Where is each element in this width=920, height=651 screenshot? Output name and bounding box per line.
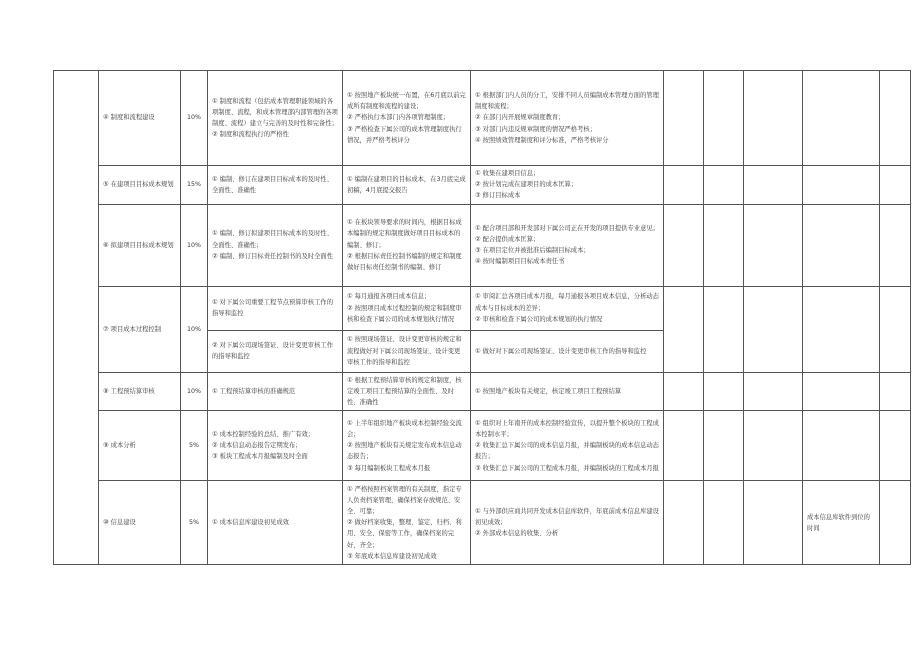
remark-cell [803,204,880,286]
goal-cell [343,71,471,166]
blank-cell [880,71,911,166]
cell-line: ② 审核和检查下属公司的成本规划的执行情况 [475,315,603,323]
blank-cell [704,204,744,286]
standard-cell [208,372,343,411]
cell-line: ① 成本信息库建设初见成效 [212,519,289,527]
item-cell: ⑨ 成本分析 [99,411,181,481]
measures-cell [471,372,664,411]
cell-line: ① 做好对下属公司现场签证、设计变更审核工作的指导和监控 [475,347,647,355]
blank-cell [704,481,744,565]
blank-cell [704,411,744,481]
blank-cell [704,372,744,411]
cell-line: ④ 按照绩效管理制度和评分标准，严格考核评分 [475,136,609,144]
table-row [54,372,911,411]
blank-cell [880,411,911,481]
cell-line: ③ 年底成本信息库建设初见成效 [347,552,437,560]
blank-cell [704,286,744,372]
cell-line: ① 根据工程预结算审核的规定和制度，核定竣工项目工程预结算的全面性、及时性、准确性 [347,376,462,407]
item-cell: ⑩ 信息建设 [99,481,181,565]
cell-line: ① 配合项目部和开发部对下属公司正在开发的项目提供专业意见； [475,224,659,232]
plan-table [53,70,911,565]
item-cell: ⑦ 项目成本过程控制 [99,286,181,372]
goal-cell [343,204,471,286]
measures-cell [471,411,664,481]
cell-line: ② 收集汇总下属公司的成本信息月报，并编制板块的成本信息动态报告； [475,442,659,461]
goal-cell [343,372,471,411]
cell-line: ② 做好档案收集，整理、鉴定、归档、利用、安全、保密等工作，确保档案的完好、齐全； [347,519,462,549]
blank-cell [664,286,704,372]
item-cell: ⑧ 工程预结算审核 [99,372,181,411]
cell-line: ① 严格按照档案管理的有关制度，指定专人负责档案管理，确保档案存放规范、安全、可靠； [347,485,462,515]
blank-cell [704,71,744,166]
cell-line: ① 编制、修订在建项目目标成本的及时性、全面性、准确性 [212,175,333,194]
blank-cell [880,372,911,411]
blank-cell [880,286,911,372]
item-cell: ⑤ 在建项目目标成本规划 [99,166,181,205]
cell-line: ② 制度和流程执行的严格性 [212,131,289,139]
cell-line: ③ 板块工程成本月报编制及时全面 [212,453,308,461]
cell-line: ① 编制、修订拟建项目目标成本的及时性、全面性、准确性； [212,230,333,249]
blank-cell [664,481,704,565]
cell-line: ② 按计划完成在建项目的成本匡算； [475,181,578,189]
cell-line: ③ 每月编制板块工程成本月报 [347,464,431,472]
cell-line: ② 在部门内开展规章制度教育； [475,114,565,122]
goal-cell [343,481,471,565]
measures-cell [471,286,664,330]
cell-line: ① 制度和流程（包括成本管理职能领域的各项制度、流程，和成本管理部内部管理的各项制度、流程）建立与完善的及时性和完备性； [212,97,338,127]
table-row [54,71,911,166]
blank-cell [744,166,803,205]
cell-line: ① 与外部供应商共同开发成本信息库软件，年底前成本信息库建设初见成效； [475,507,659,527]
remark-cell [803,71,880,166]
cell-line: ① 工程预结算审核的准确规范 [212,387,296,395]
table-row [54,286,911,330]
remark-cell [803,372,880,411]
measures-cell [471,481,664,565]
blank-cell [880,481,911,565]
table-row [54,166,911,205]
blank-cell [744,372,803,411]
blank-cell [664,204,704,286]
measures-cell [471,166,664,205]
cell-line: ① 成本控制经验的总结、推广有效； [212,430,315,438]
weight-cell: 10% [181,286,208,372]
cell-line: ② 外部成本信息的收集、分析 [475,530,559,538]
cell-line: ④ 按时编制项目目标成本责任书 [475,258,565,266]
standard-cell [208,481,343,565]
cell-line: ③ 对部门内违反规章制度的情况严格考核； [475,125,596,133]
cell-line: ② 配合提供成本匡算； [475,235,540,243]
standard-cell [208,166,343,205]
blank-cell [880,166,911,205]
table-row [54,204,911,286]
measures-cell [471,71,664,166]
measures-cell [471,330,664,372]
blank-cell [744,286,803,372]
blank-cell [744,411,803,481]
goal-cell [343,411,471,481]
blank-cell [664,411,704,481]
table-row [54,481,911,565]
weight-cell: 10% [181,71,208,166]
cell-line: ① 根据部门内人员的分工，安排不同人员编制成本管理方面的管理制度和流程； [475,91,659,111]
cell-line: ② 严格执行本部门内各项管理制度； [347,114,450,122]
cell-line: ① 审阅汇总各项目成本月报，每月通报各项目成本信息，分析动态成本与目标成本的差异； [475,293,659,312]
blank-cell [664,71,704,166]
cell-line: ② 编制、修订目标责任控制书的及时全面性 [212,252,333,260]
blank-cell [744,481,803,565]
weight-cell: 15% [181,166,208,205]
cell-line: ① 按照地产板块有关规定，核定竣工项目工程预结算 [475,387,622,395]
item-cell: ④ 制度和流程建设 [99,71,181,166]
measures-cell [471,204,664,286]
standard-cell [208,204,343,286]
goal-cell [343,166,471,205]
weight-cell: 10% [181,204,208,286]
cell-line: ② 按照地产板块有关规定发布成本信息动态报告； [347,442,462,461]
cell-line: ③ 收集汇总下属公司的工程成本月报，并编制板块的工程成本月报 [475,464,659,472]
cell-line: ③ 修订目标成本 [475,192,521,200]
cell-line: ② 成本信息动态报告定期发布； [212,442,302,450]
blank-cell [664,166,704,205]
cell-line: ③ 严格检查下属公司的成本管理制度执行情况，并严格考核评分 [347,125,462,144]
weight-cell: 10% [181,372,208,411]
cell-line: ① 按照现场签证、设计变更审核的规定和流程做好对下属公司现场签证、设计变更审核工作的指导和监控 [347,336,462,366]
blank-cell [54,71,99,565]
standard-cell [208,411,343,481]
remark-cell [803,166,880,205]
blank-cell [664,372,704,411]
item-cell: ⑥ 拟建项目目标成本规划 [99,204,181,286]
cell-line: ① 组织对上年南开的成本控制经验宣传，以提升整个板块的工程成本控制水平； [475,419,659,438]
cell-line: ① 在板块领导要求的时间内，根据目标成本编制的规定和制度做好项目目标成本的编制、修订； [347,219,462,249]
blank-cell [880,204,911,286]
blank-cell [704,166,744,205]
cell-line: ① 收集在建项目信息； [475,170,540,177]
standard-cell [208,71,343,166]
cell-line: ① 上半年组织地产板块成本控制经验交流会； [347,419,462,438]
cell-line: ① 对下属公司重要工程节点预算审核工作的指导和监控 [212,298,333,318]
remark-cell [803,286,880,372]
standard-cell [208,330,343,372]
weight-cell: 5% [181,411,208,481]
cell-line: ① 每月通报各项目成本信息； [347,293,431,301]
cell-line: ③ 在项目定位并被批准后编制目标成本； [475,247,590,255]
goal-cell [343,330,471,372]
blank-cell [744,71,803,166]
cell-line: ② 对下属公司现场签证、设计变更审核工作的指导和监控 [212,341,333,361]
table-body [54,71,911,565]
weight-cell: 5% [181,481,208,565]
goal-cell [343,286,471,330]
table-row [54,411,911,481]
cell-line: ② 按照项目成本过程控制的规定和制度审核和检查下属公司的成本规划执行情况 [347,304,462,323]
remark-cell [803,411,880,481]
cell-line: ① 按照地产板块统一布置，在6月底以前完成所有制度和流程的建设； [347,91,466,111]
blank-cell [744,204,803,286]
cell-line: ② 根据目标责任控制书编制的规定和制度做好目标责任控制书的编制、修订 [347,252,462,271]
remark-cell: 成本信息库软件到位的时间 [803,481,880,565]
cell-line: ① 编制在建项目的目标成本，在3月底完成初稿，4月底提交报告 [347,175,466,194]
standard-cell [208,286,343,330]
